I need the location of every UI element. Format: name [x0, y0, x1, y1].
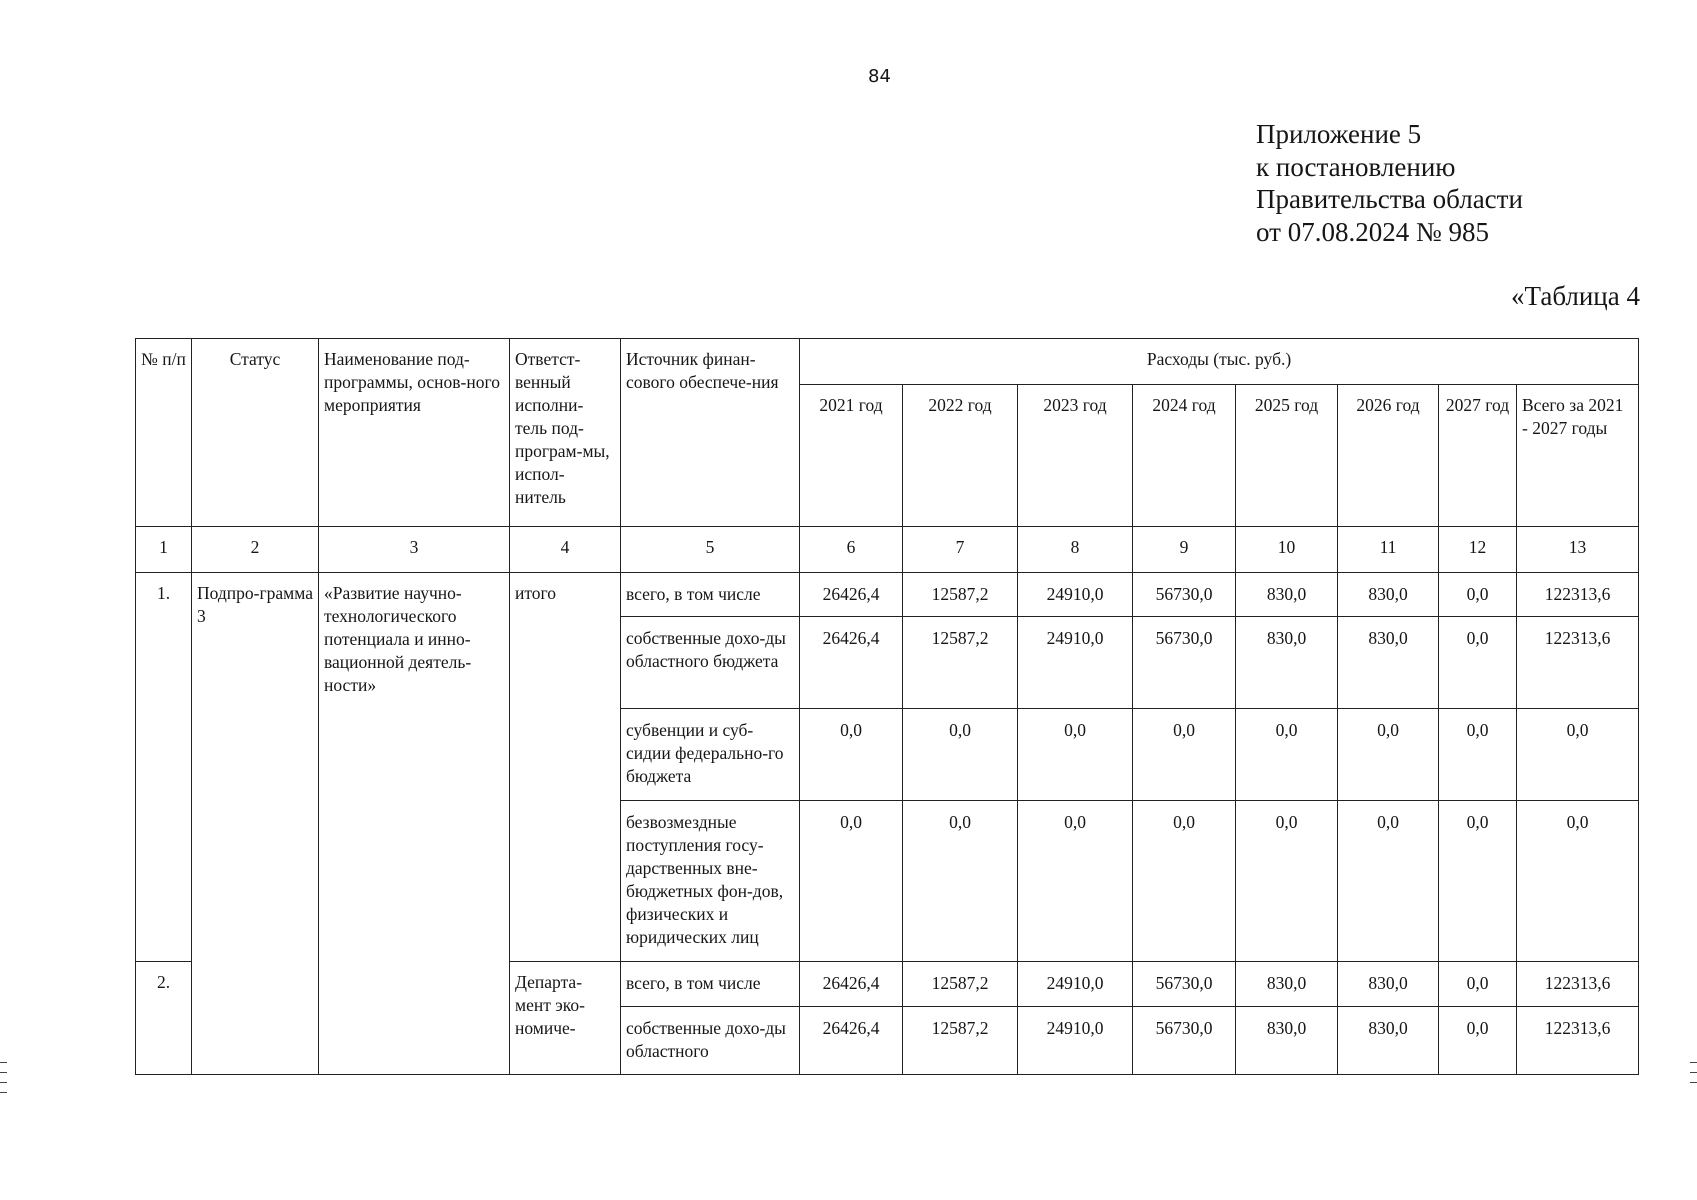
- header-year: 2024 год: [1133, 385, 1236, 527]
- funding-source: всего, в том числе: [621, 962, 800, 1007]
- header-name: Наименование под-программы, основ-ного мероприятия: [319, 339, 510, 527]
- value-cell: 0,0: [1439, 709, 1517, 801]
- value-cell: 26426,4: [800, 617, 903, 709]
- value-cell: 122313,6: [1517, 1007, 1639, 1075]
- column-number: 4: [510, 527, 621, 573]
- value-cell: 830,0: [1236, 573, 1338, 617]
- value-cell: 830,0: [1338, 573, 1439, 617]
- value-cell: 24910,0: [1018, 617, 1133, 709]
- header-year: 2021 год: [800, 385, 903, 527]
- value-cell: 56730,0: [1133, 573, 1236, 617]
- value-cell: 0,0: [800, 709, 903, 801]
- header-year: 2022 год: [903, 385, 1018, 527]
- value-cell: 0,0: [1133, 709, 1236, 801]
- funding-source: собственные дохо-ды областного: [621, 1007, 800, 1075]
- row-executor: Департа-мент эко-номиче-: [510, 962, 621, 1075]
- column-number: 3: [319, 527, 510, 573]
- appendix-line: к постановлению: [1256, 151, 1456, 182]
- value-cell: 0,0: [1439, 962, 1517, 1007]
- funding-source: собственные дохо-ды областного бюджета: [621, 617, 800, 709]
- value-cell: 26426,4: [800, 962, 903, 1007]
- value-cell: 26426,4: [800, 1007, 903, 1075]
- budget-table: [135, 338, 1639, 1075]
- row-name: «Развитие научно-технологического потенциала и инно-вационной деятель-ности»: [319, 573, 510, 1075]
- row-number: 2.: [136, 962, 192, 1075]
- value-cell: 0,0: [1018, 709, 1133, 801]
- value-cell: 830,0: [1236, 1007, 1338, 1075]
- column-number: 12: [1439, 527, 1517, 573]
- page-number: 84: [868, 66, 891, 87]
- value-cell: 122313,6: [1517, 962, 1639, 1007]
- header-expenses: Расходы (тыс. руб.): [800, 339, 1639, 385]
- scan-edge-mark: [0, 1092, 7, 1093]
- table-label: «Таблица 4: [1511, 281, 1640, 311]
- header-source: Источник финан-сового обеспече-ния: [621, 339, 800, 527]
- value-cell: 830,0: [1236, 617, 1338, 709]
- value-cell: 24910,0: [1018, 962, 1133, 1007]
- value-cell: 24910,0: [1018, 573, 1133, 617]
- funding-source: безвозмездные поступления госу-дарственных вне-бюджетных фон-дов, физических и юридических лиц: [621, 801, 800, 962]
- value-cell: 0,0: [903, 709, 1018, 801]
- header-status: Статус: [192, 339, 319, 527]
- appendix-header: [1256, 118, 1523, 248]
- header-year: 2027 год: [1439, 385, 1517, 527]
- value-cell: 0,0: [1018, 801, 1133, 962]
- column-number: 7: [903, 527, 1018, 573]
- scan-edge-mark: [1690, 1072, 1697, 1073]
- value-cell: 830,0: [1338, 1007, 1439, 1075]
- value-cell: 24910,0: [1018, 1007, 1133, 1075]
- value-cell: 0,0: [1517, 709, 1639, 801]
- value-cell: 56730,0: [1133, 962, 1236, 1007]
- value-cell: 12587,2: [903, 962, 1018, 1007]
- value-cell: 0,0: [1236, 709, 1338, 801]
- appendix-line: Приложение 5: [1256, 119, 1422, 149]
- header-year: 2026 год: [1338, 385, 1439, 527]
- header-year: 2025 год: [1236, 385, 1338, 527]
- appendix-line: Правительства области: [1256, 184, 1523, 214]
- value-cell: 0,0: [1236, 801, 1338, 962]
- header-year: 2023 год: [1018, 385, 1133, 527]
- value-cell: 830,0: [1338, 962, 1439, 1007]
- funding-source: субвенции и суб-сидии федерально-го бюджета: [621, 709, 800, 801]
- value-cell: 0,0: [1517, 801, 1639, 962]
- value-cell: 830,0: [1236, 962, 1338, 1007]
- header-total: Всего за 2021 - 2027 годы: [1517, 385, 1639, 527]
- value-cell: 0,0: [1439, 617, 1517, 709]
- value-cell: 0,0: [903, 801, 1018, 962]
- value-cell: 0,0: [1338, 801, 1439, 962]
- value-cell: 12587,2: [903, 573, 1018, 617]
- scan-edge-mark: [1690, 1062, 1697, 1063]
- value-cell: 56730,0: [1133, 617, 1236, 709]
- column-number: 6: [800, 527, 903, 573]
- scan-edge-mark: [0, 1082, 7, 1083]
- column-number: 9: [1133, 527, 1236, 573]
- value-cell: 26426,4: [800, 573, 903, 617]
- column-number: 13: [1517, 527, 1639, 573]
- header-num: № п/п: [136, 339, 192, 527]
- column-number: 5: [621, 527, 800, 573]
- value-cell: 0,0: [800, 801, 903, 962]
- column-number: 8: [1018, 527, 1133, 573]
- table-row: [136, 573, 1639, 617]
- value-cell: 12587,2: [903, 617, 1018, 709]
- funding-source: всего, в том числе: [621, 573, 800, 617]
- value-cell: 122313,6: [1517, 573, 1639, 617]
- value-cell: 56730,0: [1133, 1007, 1236, 1075]
- column-number: 11: [1338, 527, 1439, 573]
- value-cell: 830,0: [1338, 617, 1439, 709]
- value-cell: 0,0: [1338, 709, 1439, 801]
- appendix-line: от 07.08.2024 № 985: [1256, 216, 1489, 247]
- value-cell: 0,0: [1439, 573, 1517, 617]
- scan-edge-mark: [0, 1072, 7, 1073]
- value-cell: 0,0: [1133, 801, 1236, 962]
- column-number: 1: [136, 527, 192, 573]
- scan-edge-mark: [1690, 1082, 1697, 1083]
- header-executor: Ответст-венный исполни-тель под-програм-мы, испол-нитель: [510, 339, 621, 527]
- row-status: Подпро-грамма 3: [192, 573, 319, 1075]
- column-number: 10: [1236, 527, 1338, 573]
- value-cell: 12587,2: [903, 1007, 1018, 1075]
- value-cell: 0,0: [1439, 1007, 1517, 1075]
- value-cell: 0,0: [1439, 801, 1517, 962]
- row-number: 1.: [136, 573, 192, 962]
- column-number: 2: [192, 527, 319, 573]
- row-executor: итого: [510, 573, 621, 962]
- value-cell: 122313,6: [1517, 617, 1639, 709]
- scan-edge-mark: [0, 1062, 7, 1063]
